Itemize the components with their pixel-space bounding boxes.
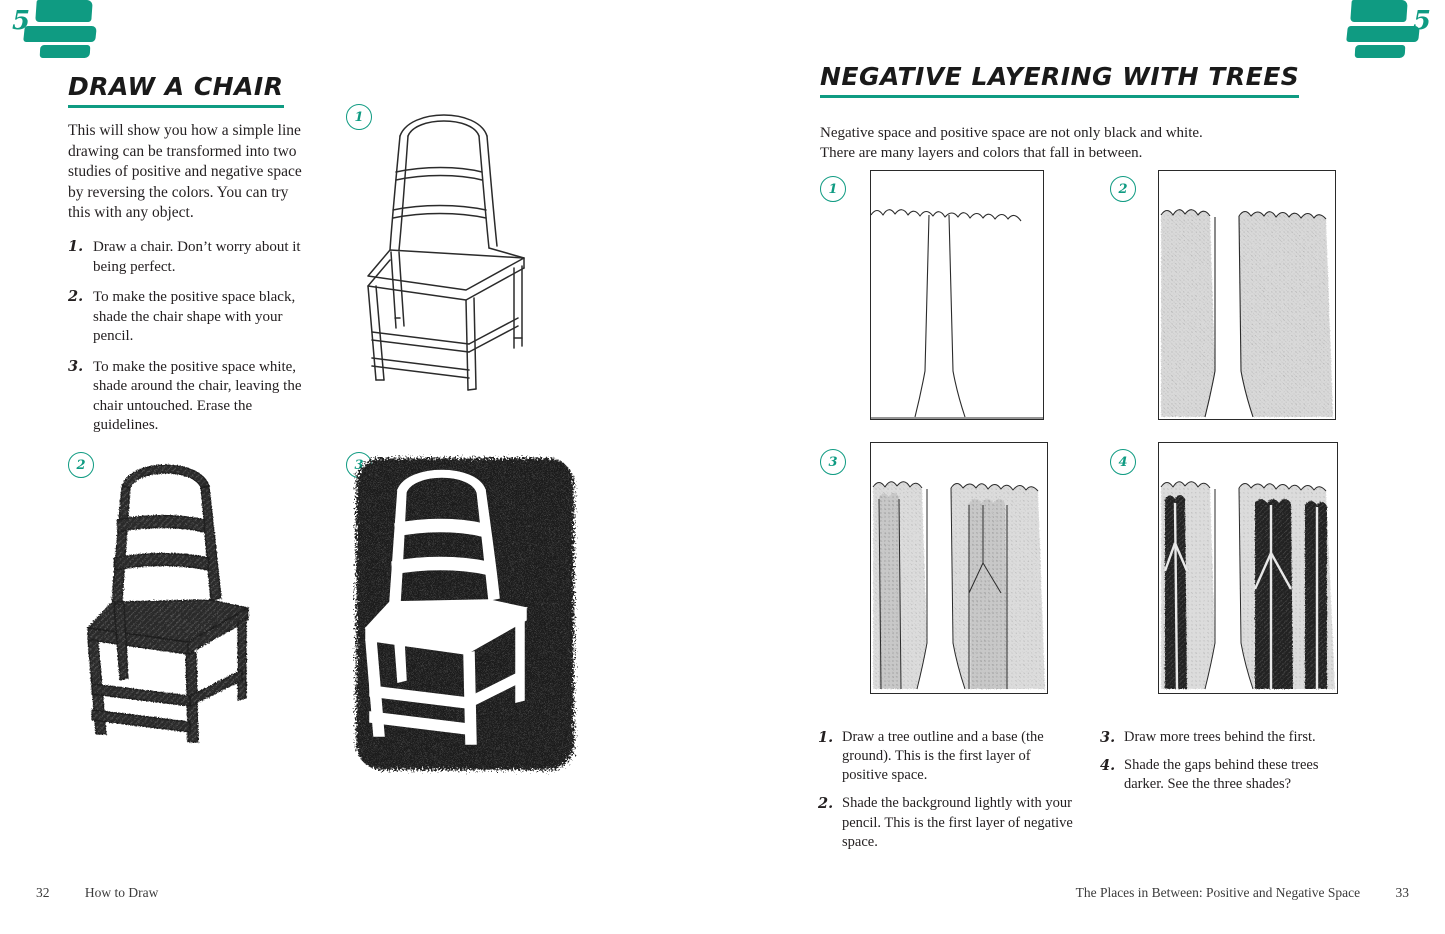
right-page-footer-title: The Places in Between: Positive and Negative Space	[1075, 885, 1361, 900]
tree-figure-4	[1158, 442, 1338, 694]
tree-panel-2	[1158, 170, 1336, 420]
step-number: 2.	[68, 288, 84, 306]
chair-outline-illustration	[346, 100, 576, 405]
tree-figure-2	[1158, 170, 1336, 420]
left-page-footer	[36, 885, 158, 901]
right-page-number: 33	[1395, 885, 1409, 900]
chair-negative-space-illustration	[346, 450, 596, 785]
right-page-steps-column-1	[818, 714, 1074, 861]
step-text: Shade the background lightly with your pencil. This is the first layer of negative space.	[842, 795, 1073, 850]
tree-figure-1	[870, 170, 1044, 420]
brush-stroke	[1346, 26, 1420, 42]
step-text: Draw more trees behind the first.	[1124, 729, 1316, 745]
step-number: 4.	[1100, 757, 1116, 775]
step-text: To make the positive space white, shade around the chair, leaving the chair untouched. Erase the guidelines.	[93, 358, 302, 434]
right-page-heading: NEGATIVE LAYERING WITH TREES	[820, 62, 1299, 98]
brush-stroke	[35, 0, 93, 22]
step-number: 3.	[1100, 729, 1116, 746]
tree-figure-3	[870, 442, 1048, 694]
chair-shaded-positive-illustration	[68, 450, 318, 755]
left-page-footer-title: How to Draw	[84, 885, 159, 900]
brush-stroke	[1355, 45, 1406, 58]
chapter-number-right: 5	[1412, 6, 1431, 36]
step-text: Draw a chair. Don’t worry about it being perfect.	[93, 239, 301, 275]
brush-stroke	[23, 26, 97, 42]
right-page-intro: Negative space and positive space are not only black and white. There are many layers and colors that fall in between.	[820, 125, 1203, 162]
tree-panel-1	[870, 170, 1044, 420]
left-page-intro: This will show you how a simple line drawing can be transformed into two studies of positive and negative space by reversing the colors. You can try this with any object.	[68, 122, 302, 222]
brush-stroke	[40, 45, 91, 58]
right-step-list-2	[1100, 728, 1356, 794]
tree-panel-3	[870, 442, 1048, 694]
left-page-number: 32	[36, 885, 50, 900]
left-page-text-column	[68, 72, 308, 447]
step-text: To make the positive space black, shade the chair shape with your pencil.	[93, 289, 296, 345]
figure-label-2-right: 2	[1110, 176, 1136, 202]
step-number: 1.	[818, 729, 834, 746]
figure-label-2-left: 2	[68, 452, 94, 478]
chapter-number-left: 5	[12, 6, 31, 36]
chapter-mark-right	[1339, 0, 1435, 62]
list-item	[68, 358, 308, 436]
figure-label-1-right: 1	[820, 176, 846, 202]
figure-label-4-right: 4	[1110, 449, 1136, 475]
list-item	[68, 238, 308, 277]
step-text: Shade the gaps behind these trees darker. See the three shades?	[1124, 757, 1319, 793]
step-number: 1.	[68, 238, 84, 256]
step-number: 2.	[818, 795, 834, 813]
step-number: 3.	[68, 357, 84, 375]
list-item	[1100, 756, 1356, 794]
figure-label-3-right: 3	[820, 449, 846, 475]
right-step-list-1	[818, 728, 1074, 852]
left-page-step-list	[68, 238, 308, 436]
figure-label-1-left: 1	[346, 104, 372, 130]
list-item	[818, 728, 1074, 785]
right-page-heading-wrap	[820, 62, 1299, 98]
list-item	[1100, 728, 1356, 747]
figure-label-3-left: 3	[346, 452, 372, 478]
left-page-heading: DRAW A CHAIR	[68, 72, 284, 108]
right-page-footer	[1076, 885, 1409, 901]
right-page-steps-column-2	[1100, 714, 1356, 803]
step-text: Draw a tree outline and a base (the ground). This is the first layer of positive space.	[842, 729, 1044, 784]
brush-stroke	[1350, 0, 1408, 22]
chapter-mark-left	[10, 0, 106, 62]
list-item	[68, 288, 308, 347]
tree-panel-4	[1158, 442, 1338, 694]
list-item	[818, 794, 1074, 851]
